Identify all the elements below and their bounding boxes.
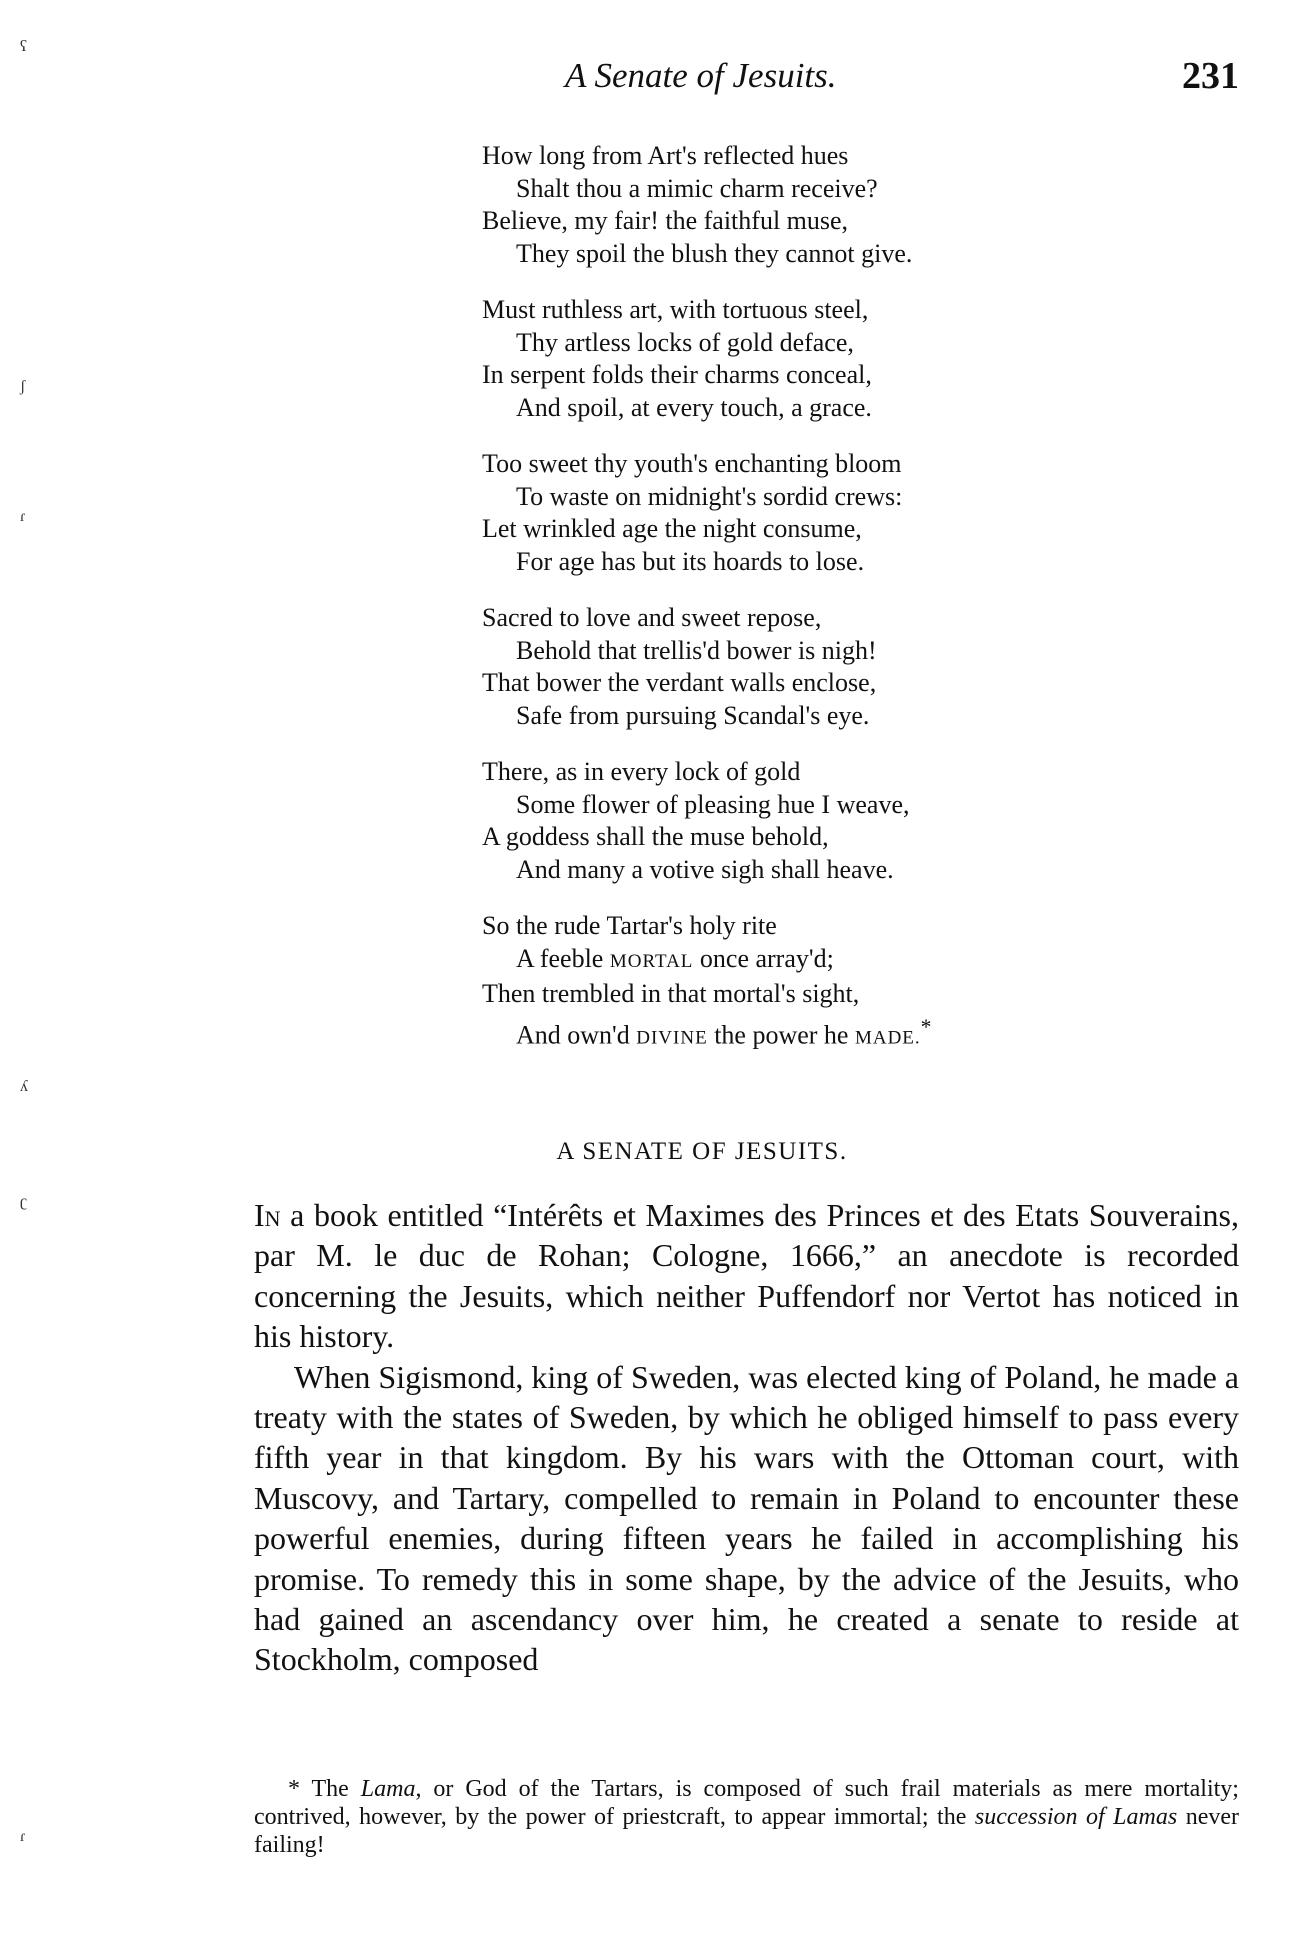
verse-line: And many a votive sigh shall heave. bbox=[516, 854, 894, 884]
verse-line: They spoil the blush they cannot give. bbox=[516, 238, 913, 268]
margin-speck: ʕ bbox=[20, 38, 28, 55]
page-header bbox=[0, 56, 1314, 106]
stanza-6 bbox=[482, 910, 1082, 1055]
verse-line: A goddess shall the muse behold, bbox=[482, 822, 829, 851]
footnote-italic: Lama bbox=[360, 1776, 416, 1802]
small-caps-word: DIVINE bbox=[636, 1027, 708, 1049]
margin-speck: ɾ bbox=[20, 508, 26, 525]
verse-line: And spoil, at every touch, a grace. bbox=[516, 392, 872, 422]
verse-line: For age has but its hoards to lose. bbox=[516, 546, 865, 576]
verse-line: Safe from pursuing Scandal's eye. bbox=[516, 700, 870, 730]
stanza-4 bbox=[482, 602, 1082, 732]
margin-speck: ɾ bbox=[20, 1828, 26, 1845]
footnote-italic: succession of Lamas bbox=[974, 1804, 1178, 1830]
verse-fragment: the power he bbox=[707, 1020, 855, 1050]
small-caps-word: MORTAL bbox=[609, 950, 694, 972]
footnote-fragment: , or God of the Tartars, is composed of such frail materials as mere mortality; contrived, however, by the power of priestcraft, to appear immortal; the bbox=[254, 1776, 1239, 1830]
running-title: A Senatе of Jesuits. bbox=[565, 56, 837, 95]
footnote-fragment: The bbox=[300, 1776, 361, 1802]
verse-line: Believe, my fair! the faithful muse, bbox=[482, 206, 849, 235]
stanza-2 bbox=[482, 294, 1082, 424]
verse-fragment: And own'd bbox=[516, 1020, 637, 1050]
poem bbox=[482, 140, 1082, 1079]
verse-line: Behold that trellis'd bower is nigh! bbox=[516, 635, 877, 665]
verse-line: How long from Art's reflected hues bbox=[482, 141, 849, 170]
opening-word: In bbox=[254, 1197, 281, 1233]
verse-fragment: A feeble bbox=[516, 943, 610, 973]
stanza-5 bbox=[482, 756, 1082, 886]
verse-line: There, as in every lock of gold bbox=[482, 757, 801, 786]
verse-line: That bower the verdant walls enclose, bbox=[482, 668, 877, 697]
paragraph-2: When Sigismond, king of Sweden, was elected king of Poland, he made a treaty with the states of Sweden, by which he obliged himself to pass every fifth year in that kingdom. By his wars with the Ottoman court, with Muscovy, and Tartary, compelled to remain in Poland to encounter these powerful enemies, during fifteen years he failed in accomplishing his promise. To remedy this in some shape, by the advice of the Jesuits, who had gained an ascendancy over him, he created a senate to reside at Stockholm, composed bbox=[254, 1358, 1239, 1678]
verse-line: Some flower of pleasing hue I weave, bbox=[516, 789, 910, 819]
footnote bbox=[254, 1775, 1239, 1859]
verse-line: So the rude Tartar's holy rite bbox=[482, 911, 777, 940]
paragraph-1 bbox=[254, 1195, 1239, 1357]
page-number: 231 bbox=[1182, 55, 1239, 97]
verse-line: Then trembled in that mortal's sight, bbox=[482, 979, 860, 1008]
verse-line: Thy artless locks of gold deface, bbox=[516, 327, 854, 357]
footnote-mark: * bbox=[288, 1776, 300, 1802]
stanza-3 bbox=[482, 448, 1082, 578]
verse-line: To waste on midnight's sordid crews: bbox=[516, 481, 903, 511]
verse-line: Shalt thou a mimic charm receive? bbox=[516, 173, 878, 203]
paragraph-text: a book entitled “Intérêts et Maximes des Princes et des Etats Souverains, par M. le duc de Rohan; Cologne, 1666,” an anecdote is recorded concerning the Jesuits, which neither Puffendorf nor Vertot has noticed in his history. bbox=[254, 1197, 1239, 1355]
verse-line: Too sweet thy youth's enchanting bloom bbox=[482, 449, 902, 478]
small-caps-word: MADE. bbox=[854, 1027, 921, 1049]
footnote-reference: * bbox=[920, 1014, 932, 1039]
margin-speck: ʗ bbox=[20, 1193, 28, 1210]
verse-fragment: once array'd; bbox=[693, 943, 834, 973]
verse-line: Must ruthless art, with tortuous steel, bbox=[482, 295, 869, 324]
margin-speck: ʃ bbox=[20, 378, 26, 395]
verse-line: Let wrinkled age the night consume, bbox=[482, 514, 862, 543]
footnote-fragment: never failing! bbox=[254, 1804, 1239, 1858]
verse-line: In serpent folds their charms conceal, bbox=[482, 360, 872, 389]
verse-line bbox=[482, 943, 1082, 979]
footnote-text bbox=[254, 1775, 1239, 1859]
verse-line: Sacred to love and sweet repose, bbox=[482, 603, 822, 632]
margin-speck: ʎ bbox=[20, 1078, 28, 1095]
stanza-1 bbox=[482, 140, 1082, 270]
body-text bbox=[254, 1195, 1239, 1680]
verse-line bbox=[482, 1011, 1082, 1055]
section-heading: A SENATE OF JESUITS. bbox=[556, 1138, 848, 1165]
